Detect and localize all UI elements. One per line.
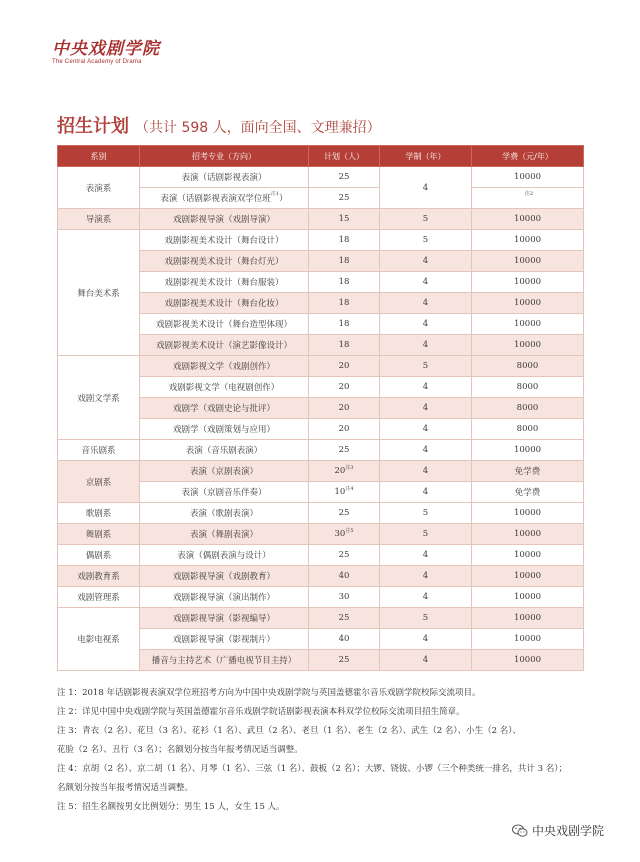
major-cell: 表演（京剧表演） [140,461,309,482]
dept-cell: 戏剧文学系 [58,356,140,440]
plan-cell: 25 [309,650,380,671]
major-cell: 表演（京剧音乐伴奏） [140,482,309,503]
fee-cell: 10000 [472,335,584,356]
fee-cell: 10000 [472,608,584,629]
years-cell: 4 [380,440,472,461]
major-cell: 戏剧影视导演（影视制片） [140,629,309,650]
footnote-marker: 注2 [524,191,533,197]
plan-cell: 15 [309,209,380,230]
major-cell: 戏剧学（戏剧策划与应用） [140,419,309,440]
footnotes [57,684,597,817]
years-cell: 4 [380,377,472,398]
section-title-main: 招生计划 [57,116,129,137]
years-cell: 4 [380,314,472,335]
plan-cell: 10$^{注4}$ [309,482,380,503]
plan-cell: 18 [309,293,380,314]
years-cell: 4 [380,650,472,671]
logo-mark: 中央戏剧学院 [52,39,160,59]
logo-subtitle: The Central Academy of Drama [52,59,142,65]
plan-cell: 20 [309,377,380,398]
fee-cell: 10000 [472,293,584,314]
table-row [58,545,584,566]
major-cell: 戏剧影视美术设计（演艺影像设计） [140,335,309,356]
header-plan: 计划（人） [309,146,380,167]
wechat-icon [512,824,528,838]
years-cell: 4 [380,629,472,650]
footnote-5: 注 5：招生名额按男女比例划分：男生 15 人，女生 15 人。 [57,802,285,812]
table-row [58,587,584,608]
major-cell: 戏剧学（戏剧史论与批评） [140,398,309,419]
fee-cell: 免学费 [472,461,584,482]
dept-cell: 表演系 [58,167,140,209]
plan-cell: 25 [309,503,380,524]
table-row [58,608,584,629]
years-cell: 4 [380,293,472,314]
fee-cell: 8000 [472,398,584,419]
major-cell: 表演（话剧影视表演双学位班$^{注1}$） [140,188,309,209]
fee-cell: 8000 [472,419,584,440]
years-cell: 4 [380,419,472,440]
plan-cell: 25 [309,608,380,629]
table-row [58,461,584,482]
section-title-subtitle: （共计 598 人，面向全国、文理兼招） [135,120,381,136]
years-cell: 4 [380,461,472,482]
fee-cell: 10000 [472,272,584,293]
table-row [58,209,584,230]
years-cell: 4 [380,398,472,419]
fee-cell: 10000 [472,650,584,671]
footnote-3: 注 3：青衣（2 名）、花旦（3 名）、花衫（1 名）、武旦（2 名）、老旦（1 名）、老生（2 名）、武生（2 名）、小生（2 名）、 [57,726,521,736]
plan-cell: 18 [309,230,380,251]
table-row [58,566,584,587]
major-cell: 戏剧影视美术设计（舞台设计） [140,230,309,251]
major-cell: 播音与主持艺术（广播电视节目主持） [140,650,309,671]
table-row [58,167,584,188]
fee-cell: 10000 [472,566,584,587]
footnote-2: 注 2：详见中国中央戏剧学院与英国盖德霍尔音乐戏剧学院话剧影视表演本科双学位校际交流项目招生简章。 [57,707,465,717]
table-row [58,356,584,377]
major-cell: 戏剧影视导演（演出制作） [140,587,309,608]
plan-cell: 40 [309,629,380,650]
plan-cell: 20 [309,356,380,377]
plan-cell: 25 [309,545,380,566]
plan-cell: 30$^{注5}$ [309,524,380,545]
watermark-text: 中央戏剧学院 [532,824,605,838]
dept-cell: 歌剧系 [58,503,140,524]
years-cell: 5 [380,608,472,629]
fee-cell: 10000 [472,314,584,335]
plan-cell: 30 [309,587,380,608]
plan-cell: 18 [309,272,380,293]
years-cell: 4 [380,545,472,566]
years-cell: 5 [380,209,472,230]
table-row [58,503,584,524]
fee-cell: 10000 [472,167,584,188]
major-cell: 戏剧影视美术设计（舞台服装） [140,272,309,293]
major-cell: 表演（歌剧表演） [140,503,309,524]
major-cell: 表演（音乐剧表演） [140,440,309,461]
years-cell: 5 [380,503,472,524]
footnote-4: 注 4：京胡（2 名）、京二胡（1 名）、月琴（1 名）、三弦（1 名）、鼓板（2 名）；大锣、铙钹、小锣（三个种类统一排名，共计 3 名）； [57,764,567,774]
fee-cell: 10000 [472,230,584,251]
plan-cell: 40 [309,566,380,587]
plan-cell: 20$^{注3}$ [309,461,380,482]
footnote-marker: 注3 [345,465,354,471]
dept-cell: 京剧系 [58,461,140,503]
fee-cell: 10000 [472,440,584,461]
years-cell: 4 [380,482,472,503]
years-cell: 4 [380,167,472,209]
plan-cell: 18 [309,314,380,335]
table-row [58,524,584,545]
fee-cell: 10000 [472,251,584,272]
major-cell: 戏剧影视文学（戏剧创作） [140,356,309,377]
major-cell: 戏剧影视美术设计（舞台灯光） [140,251,309,272]
major-cell: 表演（话剧影视表演） [140,167,309,188]
plan-cell: 18 [309,251,380,272]
enrollment-plan-table [57,145,584,671]
fee-cell: 10000 [472,545,584,566]
footnote-marker: 注4 [345,486,354,492]
major-cell: 戏剧影视文学（电视剧创作） [140,377,309,398]
fee-cell: 8000 [472,356,584,377]
years-cell: 5 [380,524,472,545]
major-cell: 戏剧影视导演（戏剧教育） [140,566,309,587]
plan-cell: 25 [309,167,380,188]
years-cell: 4 [380,566,472,587]
years-cell: 4 [380,587,472,608]
dept-cell: 舞剧系 [58,524,140,545]
academy-logo [52,40,160,65]
dept-cell: 电影电视系 [58,608,140,671]
major-cell: 戏剧影视导演（戏剧导演） [140,209,309,230]
header-fee: 学费（元/年） [472,146,584,167]
years-cell: 4 [380,272,472,293]
fee-cell: 10000 [472,503,584,524]
table-row [58,440,584,461]
plan-cell: 25 [309,440,380,461]
footnote-3-cont: 花脸（2 名）、丑行（3 名）；名额划分按当年报考情况适当调整。 [57,745,303,755]
plan-cell: 25 [309,188,380,209]
footnote-4-cont: 名额划分按当年报考情况适当调整。 [57,783,194,793]
major-cell: 戏剧影视导演（影视编导） [140,608,309,629]
plan-cell: 20 [309,419,380,440]
header-major: 招考专业（方向） [140,146,309,167]
years-cell: 5 [380,230,472,251]
footnote-marker: 注5 [345,528,354,534]
fee-cell: 10000 [472,209,584,230]
fee-cell: 10000 [472,629,584,650]
major-cell: 表演（舞剧表演） [140,524,309,545]
plan-cell: 18 [309,335,380,356]
major-cell: 戏剧影视美术设计（舞台造型体现） [140,314,309,335]
dept-cell: 戏剧教育系 [58,566,140,587]
plan-cell: 20 [309,398,380,419]
years-cell: 5 [380,356,472,377]
table-header-row [58,146,584,167]
table-row [58,230,584,251]
years-cell: 4 [380,335,472,356]
fee-cell: 8000 [472,377,584,398]
fee-cell: 10000 [472,524,584,545]
wechat-watermark [512,822,604,839]
major-cell: 戏剧影视美术设计（舞台化妆） [140,293,309,314]
header-years: 学制（年） [380,146,472,167]
footnote-1: 注 1：2018 年话剧影视表演双学位班招考方向为中国中央戏剧学院与英国盖德霍尔音乐戏剧学院校际交流项目。 [57,688,481,698]
fee-cell: 免学费 [472,482,584,503]
major-cell: 表演（偶剧表演与设计） [140,545,309,566]
fee-cell [472,188,584,209]
dept-cell: 舞台美术系 [58,230,140,356]
dept-cell: 音乐剧系 [58,440,140,461]
footnote-marker: 注1 [270,191,280,197]
fee-cell: 10000 [472,587,584,608]
dept-cell: 导演系 [58,209,140,230]
years-cell: 4 [380,251,472,272]
dept-cell: 偶剧系 [58,545,140,566]
header-dept: 系别 [58,146,140,167]
section-title [57,112,381,138]
dept-cell: 戏剧管理系 [58,587,140,608]
